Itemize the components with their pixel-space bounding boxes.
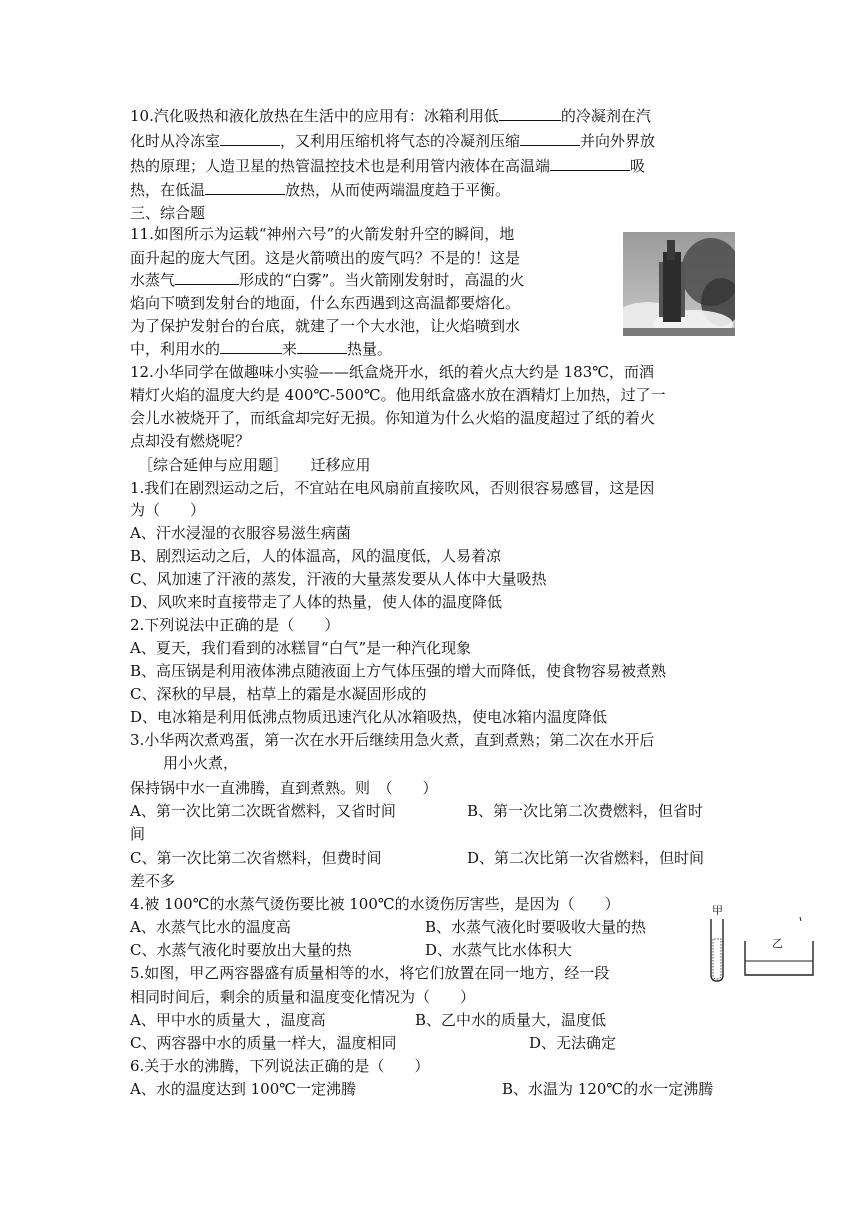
e2-question: 2.下列说法中正确的是（ ）: [130, 616, 340, 634]
e6-option-b: B、水温为 120℃的水一定沸腾: [502, 1080, 714, 1098]
e2-option-d: D、电冰箱是利用低沸点物质迅速汽化从冰箱吸热，使电冰箱内温度降低: [130, 708, 608, 726]
q12-line-4: 点却没有燃烧呢？: [130, 432, 251, 450]
q11-text: 水蒸气: [130, 271, 176, 289]
e2-option-b: B、高压锅是利用液体沸点随液面上方气体压强的增大而降低，使食物容易被煮熟: [130, 662, 667, 680]
q10-text: 吸: [630, 157, 646, 175]
e1-option-d: D、风吹来时直接带走了人体的热量，使人体的温度降低: [130, 593, 503, 611]
q11-text: 来: [282, 340, 298, 358]
e3-line-2: 用小火煮，: [163, 754, 239, 772]
q10-line-2: [130, 129, 655, 153]
e3-option-b-cont: 间: [130, 825, 146, 843]
label-yi: 乙: [772, 937, 783, 950]
e1-option-c: C、风加速了汗液的蒸发，汗液的大量蒸发要从人体中大量吸热: [130, 570, 547, 588]
answer-blank[interactable]: [175, 268, 239, 285]
e4-option-a: A、水蒸气比水的温度高: [130, 918, 291, 936]
e4-option-d: D、水蒸气比水体积大: [425, 941, 573, 959]
q10-line-1: [130, 104, 651, 128]
q10-text: 热，在低温: [130, 181, 206, 199]
q10-text: 放热，从而使两端温度趋于平衡。: [285, 181, 511, 199]
rocket-launch-photo: [623, 232, 735, 336]
e5-line-1: 5.如图，甲乙两容器盛有质量相等的水，将它们放置在同一地方，经一段: [130, 964, 610, 982]
e3-line-1: 3.小华两次煮鸡蛋，第一次在水开后继续用急火煮，直到煮熟；第二次在水开后: [130, 731, 655, 749]
e6-option-a: A、水的温度达到 100℃一定沸腾: [130, 1080, 357, 1098]
e1-option-b: B、剧烈运动之后，人的体温高，风的温度低，人易着凉: [130, 547, 502, 565]
q11-text: 形成的“白雾”。当火箭刚发射时，高温的火: [239, 271, 525, 289]
e3-option-d: D、第二次比第一次省燃料，但时间: [467, 849, 705, 867]
q10-text: 化时从冷冻室: [130, 132, 221, 150]
q10-text: ，又利用压缩机将气态的冷凝剂压缩: [280, 132, 521, 150]
section-heading: 三、综合题: [130, 204, 206, 222]
e3-line-3: 保持锅中水一直沸腾，直到煮熟。则 （ ）: [130, 779, 438, 797]
answer-blank[interactable]: [220, 337, 282, 354]
e5-option-b: B、乙中水的质量大，温度低: [415, 1011, 607, 1029]
e5-line-2: 相同时间后，剩余的质量和温度变化情况为（ ）: [130, 988, 476, 1006]
q10-line-4: [130, 178, 510, 202]
answer-blank[interactable]: [520, 129, 580, 146]
q11-line-6: [130, 337, 392, 361]
answer-blank[interactable]: [297, 337, 347, 354]
e1-line-2: 为（ ）: [130, 501, 206, 519]
q11-line-2: 面升起的庞大气团。这是火箭喷出的废气吗？不是的！这是: [130, 249, 521, 267]
q12-line-3: 会儿水被烧开了，而纸盒却完好无损。你知道为什么火焰的温度超过了纸的着火: [130, 409, 656, 427]
e3-option-c: C、第一次比第二次省燃料，但费时间: [130, 849, 382, 867]
q12-line-2: 精灯火焰的温度大约是 400℃-500℃。他用纸盒盛水放在酒精灯上加热，过了一: [130, 386, 666, 404]
answer-blank[interactable]: [550, 154, 630, 171]
q11-line-3: [130, 268, 524, 292]
containers-drawing: [705, 905, 855, 985]
q10-text: 热的原理；人造卫星的热管温控技术也是利用管内液体在高温端: [130, 157, 551, 175]
q11-line-1: 11.如图所示为运载“神州六号”的火箭发射升空的瞬间，地: [130, 225, 515, 243]
e4-question: 4.被 100℃的水蒸气烫伤要比被 100℃的水烫伤厉害些，是因为（ ）: [130, 895, 620, 913]
q10-text: 的冷凝剂在汽: [560, 107, 651, 125]
e1-line-1: 1.我们在剧烈运动之后，不宜站在电风扇前直接吹风，否则很容易感冒，这是因: [130, 479, 655, 497]
q10-text: 并向外界放: [580, 132, 656, 150]
e4-option-c: C、水蒸气液化时要放出大量的热: [130, 941, 352, 959]
containers-figure: [705, 905, 855, 985]
e5-option-c: C、两容器中水的质量一样大，温度相同: [130, 1034, 397, 1052]
answer-blank[interactable]: [499, 104, 561, 121]
e4-option-b: B、水蒸气液化时要吸收大量的热: [425, 918, 647, 936]
q11-text: 热量。: [347, 340, 393, 358]
q11-text: 中，利用水的: [130, 340, 221, 358]
extension-heading: ［综合延伸与应用题］ 迁移应用: [138, 456, 371, 474]
q10-text: 10.汽化吸热和液化放热在生活中的应用有：冰箱利用低: [130, 107, 499, 125]
e6-question: 6.关于水的沸腾，下列说法正确的是（ ）: [130, 1057, 430, 1075]
answer-blank[interactable]: [220, 129, 280, 146]
q11-line-5: 为了保护发射台的台底，就建了一个大水池，让火焰喷到水: [130, 317, 521, 335]
q11-line-4: 焰向下喷到发射台的地面，什么东西遇到这高温都要熔化。: [130, 294, 521, 312]
e3-option-d-cont: 差不多: [130, 872, 176, 890]
q10-line-3: [130, 154, 645, 178]
e5-option-d: D、无法确定: [529, 1034, 617, 1052]
e3-option-b: B、第一次比第二次费燃料，但省时: [467, 802, 704, 820]
e5-option-a: A、甲中水的质量大 ，温度高: [130, 1011, 326, 1029]
answer-blank[interactable]: [205, 178, 285, 195]
label-jia: 甲: [712, 904, 723, 917]
e2-option-c: C、深秋的早晨，枯草上的霜是水凝固形成的: [130, 685, 427, 703]
q12-line-1: 12.小华同学在做趣味小实验——纸盒烧开水，纸的着火点大约是 183℃，而酒: [130, 363, 655, 381]
e2-option-a: A、夏天，我们看到的冰糕冒“白气”是一种汽化现象: [130, 639, 472, 657]
e1-option-a: A、汗水浸湿的衣服容易滋生病菌: [130, 524, 351, 542]
e3-option-a: A、第一次比第二次既省燃料，又省时间: [130, 802, 396, 820]
